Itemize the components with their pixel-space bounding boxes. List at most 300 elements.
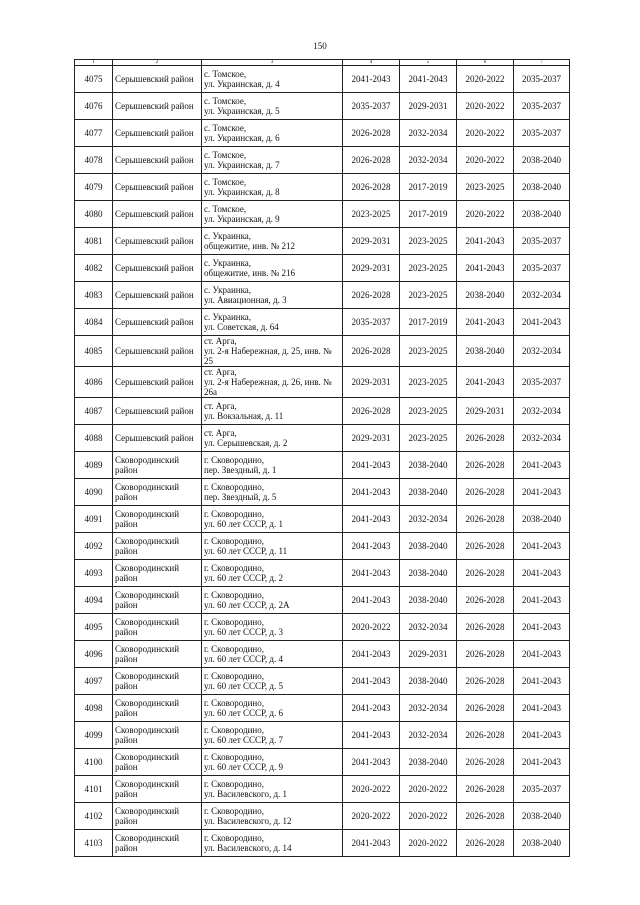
- period-col-7: 2041-2043: [514, 309, 570, 336]
- address: [202, 336, 343, 367]
- address-line: ул. 60 лет СССР, д. 4: [204, 654, 283, 664]
- table-row: [75, 776, 570, 803]
- period-col-4: 2026-2028: [343, 147, 400, 174]
- address-line: ул. 60 лет СССР, д. 2: [204, 573, 283, 583]
- address: [202, 174, 343, 201]
- period-col-7: 2041-2043: [514, 452, 570, 479]
- district-name: Серышевский район: [113, 228, 202, 255]
- housing-registry-table: [74, 59, 570, 857]
- address: [202, 367, 343, 398]
- address-line: ул. Василевского, д. 1: [204, 789, 288, 799]
- district-name: Серышевский район: [113, 93, 202, 120]
- period-col-5: 2032-2034: [400, 614, 457, 641]
- address-line: пер. Звездный, д. 5: [204, 492, 277, 502]
- address-line: г. Сковородино,: [204, 806, 264, 816]
- address-line: пер. Звездный, д. 1: [204, 465, 277, 475]
- period-col-7: 2032-2034: [514, 425, 570, 452]
- address-line: ул. Вокзальная, д. 11: [204, 411, 284, 421]
- period-col-6: 2023-2025: [457, 174, 514, 201]
- address-line: с. Томское,: [204, 177, 247, 187]
- period-col-4: 2029-2031: [343, 255, 400, 282]
- row-number: 4084: [75, 309, 113, 336]
- address-line: г. Сковородино,: [204, 617, 264, 627]
- period-col-4: 2041-2043: [343, 452, 400, 479]
- period-col-7: 2032-2034: [514, 282, 570, 309]
- period-col-4: 2026-2028: [343, 174, 400, 201]
- period-col-5: 2038-2040: [400, 749, 457, 776]
- period-col-7: 2035-2037: [514, 120, 570, 147]
- period-col-5: 2038-2040: [400, 668, 457, 695]
- district-name: Сковородинский район: [113, 641, 202, 668]
- period-col-6: 2026-2028: [457, 641, 514, 668]
- period-col-5: 2038-2040: [400, 560, 457, 587]
- period-col-4: 2041-2043: [343, 668, 400, 695]
- address-line: ул. 60 лет СССР, д. 5: [204, 681, 283, 691]
- period-col-6: 2020-2022: [457, 147, 514, 174]
- row-number: 4092: [75, 533, 113, 560]
- address-line: ул. Серышевская, д. 2: [204, 438, 288, 448]
- address-line: ст. Арга,: [204, 367, 237, 377]
- address: [202, 560, 343, 587]
- period-col-6: 2026-2028: [457, 803, 514, 830]
- table-row: [75, 282, 570, 309]
- period-col-5: 2023-2025: [400, 367, 457, 398]
- period-col-7: 2038-2040: [514, 201, 570, 228]
- period-col-6: 2026-2028: [457, 749, 514, 776]
- page-number: 150: [313, 41, 327, 51]
- address-line: г. Сковородино,: [204, 563, 264, 573]
- address: [202, 479, 343, 506]
- row-number: 4103: [75, 830, 113, 857]
- period-col-4: 2029-2031: [343, 425, 400, 452]
- period-col-7: 2038-2040: [514, 803, 570, 830]
- period-col-4: 2041-2043: [343, 641, 400, 668]
- period-col-4: 2026-2028: [343, 282, 400, 309]
- address-line: г. Сковородино,: [204, 644, 264, 654]
- address: [202, 668, 343, 695]
- table-row: [75, 560, 570, 587]
- district-name: Серышевский район: [113, 66, 202, 93]
- period-col-4: 2041-2043: [343, 695, 400, 722]
- row-number: 4097: [75, 668, 113, 695]
- period-col-7: 2035-2037: [514, 93, 570, 120]
- table-row: [75, 452, 570, 479]
- row-number: 4088: [75, 425, 113, 452]
- address: [202, 66, 343, 93]
- period-col-5: 2038-2040: [400, 452, 457, 479]
- row-number: 4101: [75, 776, 113, 803]
- period-col-6: 2020-2022: [457, 120, 514, 147]
- table-row: [75, 749, 570, 776]
- period-col-4: 2026-2028: [343, 120, 400, 147]
- period-col-7: 2035-2037: [514, 255, 570, 282]
- address: [202, 93, 343, 120]
- row-number: 4079: [75, 174, 113, 201]
- period-col-4: 2029-2031: [343, 228, 400, 255]
- district-name: Серышевский район: [113, 147, 202, 174]
- address-line: общежитие, инв. № 216: [204, 268, 296, 278]
- period-col-6: 2029-2031: [457, 398, 514, 425]
- period-col-5: 2017-2019: [400, 201, 457, 228]
- row-number: 4098: [75, 695, 113, 722]
- period-col-7: 2041-2043: [514, 587, 570, 614]
- district-name: Серышевский район: [113, 336, 202, 367]
- period-col-5: 2020-2022: [400, 830, 457, 857]
- table-row: [75, 830, 570, 857]
- period-col-7: 2035-2037: [514, 66, 570, 93]
- address-line: ул. Украинская, д. 8: [204, 187, 280, 197]
- address-line: г. Сковородино,: [204, 752, 264, 762]
- table-row: [75, 506, 570, 533]
- address: [202, 722, 343, 749]
- address: [202, 533, 343, 560]
- period-col-4: 2041-2043: [343, 830, 400, 857]
- period-col-7: 2038-2040: [514, 830, 570, 857]
- period-col-4: 2041-2043: [343, 506, 400, 533]
- district-name: Сковородинский район: [113, 479, 202, 506]
- row-number: 4102: [75, 803, 113, 830]
- period-col-5: 2023-2025: [400, 398, 457, 425]
- address: [202, 506, 343, 533]
- period-col-6: 2026-2028: [457, 560, 514, 587]
- table-row: [75, 425, 570, 452]
- row-number: 4077: [75, 120, 113, 147]
- address: [202, 398, 343, 425]
- period-col-7: 2038-2040: [514, 147, 570, 174]
- table-row: [75, 587, 570, 614]
- table-row: [75, 367, 570, 398]
- address-line: г. Сковородино,: [204, 509, 264, 519]
- row-number: 4099: [75, 722, 113, 749]
- table-row: [75, 398, 570, 425]
- address: [202, 425, 343, 452]
- address-line: ул. 60 лет СССР, д. 7: [204, 735, 283, 745]
- column-number: 4: [343, 60, 400, 66]
- period-col-5: 2038-2040: [400, 533, 457, 560]
- address: [202, 749, 343, 776]
- district-name: Сковородинский район: [113, 776, 202, 803]
- address-line: г. Сковородино,: [204, 482, 264, 492]
- address-line: г. Сковородино,: [204, 725, 264, 735]
- table-row: [75, 722, 570, 749]
- district-name: Сковородинский район: [113, 668, 202, 695]
- period-col-5: 2041-2043: [400, 66, 457, 93]
- district-name: Серышевский район: [113, 255, 202, 282]
- address-line: ул. 2-я Набережная, д. 25, инв. № 25: [204, 346, 332, 366]
- period-col-6: 2026-2028: [457, 479, 514, 506]
- period-col-5: 2038-2040: [400, 587, 457, 614]
- period-col-5: 2029-2031: [400, 641, 457, 668]
- row-number: 4094: [75, 587, 113, 614]
- period-col-7: 2035-2037: [514, 367, 570, 398]
- period-col-7: 2032-2034: [514, 398, 570, 425]
- address-line: г. Сковородино,: [204, 455, 264, 465]
- address-line: ул. Василевского, д. 12: [204, 816, 292, 826]
- period-col-5: 2023-2025: [400, 336, 457, 367]
- address-line: г. Сковородино,: [204, 590, 264, 600]
- period-col-7: 2035-2037: [514, 776, 570, 803]
- period-col-4: 2029-2031: [343, 367, 400, 398]
- address: [202, 201, 343, 228]
- period-col-6: 2041-2043: [457, 228, 514, 255]
- period-col-6: 2041-2043: [457, 309, 514, 336]
- table-row: [75, 147, 570, 174]
- address-line: ул. 60 лет СССР, д. 9: [204, 762, 283, 772]
- column-number: 1: [75, 60, 113, 66]
- period-col-4: 2041-2043: [343, 749, 400, 776]
- period-col-6: 2026-2028: [457, 506, 514, 533]
- district-name: Сковородинский район: [113, 452, 202, 479]
- period-col-7: 2038-2040: [514, 174, 570, 201]
- address: [202, 614, 343, 641]
- period-col-6: 2026-2028: [457, 425, 514, 452]
- district-name: Сковородинский район: [113, 533, 202, 560]
- period-col-5: 2023-2025: [400, 228, 457, 255]
- district-name: Серышевский район: [113, 398, 202, 425]
- period-col-5: 2032-2034: [400, 120, 457, 147]
- period-col-5: 2017-2019: [400, 174, 457, 201]
- address: [202, 120, 343, 147]
- district-name: Сковородинский район: [113, 614, 202, 641]
- table-row: [75, 66, 570, 93]
- district-name: Серышевский район: [113, 201, 202, 228]
- address-line: ст. Арга,: [204, 428, 237, 438]
- row-number: 4091: [75, 506, 113, 533]
- district-name: Сковородинский район: [113, 695, 202, 722]
- address: [202, 309, 343, 336]
- address-line: с. Томское,: [204, 69, 247, 79]
- address-line: ул. 60 лет СССР, д. 1: [204, 519, 283, 529]
- period-col-5: 2038-2040: [400, 479, 457, 506]
- period-col-4: 2041-2043: [343, 66, 400, 93]
- district-name: Сковородинский район: [113, 587, 202, 614]
- district-name: Сковородинский район: [113, 749, 202, 776]
- period-col-7: 2041-2043: [514, 668, 570, 695]
- period-col-4: 2035-2037: [343, 93, 400, 120]
- district-name: Сковородинский район: [113, 506, 202, 533]
- period-col-7: 2041-2043: [514, 614, 570, 641]
- period-col-6: 2026-2028: [457, 722, 514, 749]
- period-col-7: 2041-2043: [514, 533, 570, 560]
- period-col-5: 2023-2025: [400, 425, 457, 452]
- row-number: 4080: [75, 201, 113, 228]
- period-col-6: 2026-2028: [457, 533, 514, 560]
- period-col-5: 2032-2034: [400, 506, 457, 533]
- address-line: г. Сковородино,: [204, 833, 264, 843]
- table-row: [75, 695, 570, 722]
- address-line: ул. Василевского, д. 14: [204, 843, 292, 853]
- district-name: Сковородинский район: [113, 560, 202, 587]
- period-col-5: 2032-2034: [400, 695, 457, 722]
- address: [202, 830, 343, 857]
- period-col-6: 2041-2043: [457, 255, 514, 282]
- period-col-5: 2017-2019: [400, 309, 457, 336]
- period-col-5: 2029-2031: [400, 93, 457, 120]
- address: [202, 255, 343, 282]
- period-col-7: 2035-2037: [514, 228, 570, 255]
- table-row: [75, 228, 570, 255]
- period-col-7: 2032-2034: [514, 336, 570, 367]
- address-line: с. Томское,: [204, 204, 247, 214]
- period-col-7: 2041-2043: [514, 722, 570, 749]
- period-col-5: 2032-2034: [400, 147, 457, 174]
- district-name: Серышевский район: [113, 120, 202, 147]
- row-number: 4076: [75, 93, 113, 120]
- table-body: [75, 60, 570, 857]
- table-row: [75, 803, 570, 830]
- address-line: общежитие, инв. № 212: [204, 241, 296, 251]
- address: [202, 641, 343, 668]
- period-col-6: 2020-2022: [457, 93, 514, 120]
- address-line: с. Украинка,: [204, 285, 252, 295]
- address: [202, 282, 343, 309]
- period-col-4: 2026-2028: [343, 336, 400, 367]
- table-row: [75, 93, 570, 120]
- period-col-4: 2020-2022: [343, 803, 400, 830]
- row-number: 4093: [75, 560, 113, 587]
- period-col-4: 2041-2043: [343, 533, 400, 560]
- address-line: ул. Украинская, д. 9: [204, 214, 280, 224]
- period-col-4: 2041-2043: [343, 479, 400, 506]
- address-line: ул. 60 лет СССР, д. 3: [204, 627, 283, 637]
- district-name: Сковородинский район: [113, 722, 202, 749]
- column-number: 6: [457, 60, 514, 66]
- period-col-4: 2020-2022: [343, 776, 400, 803]
- row-number: 4085: [75, 336, 113, 367]
- period-col-6: 2026-2028: [457, 830, 514, 857]
- period-col-4: 2041-2043: [343, 560, 400, 587]
- address-line: ул. 60 лет СССР, д. 11: [204, 546, 288, 556]
- district-name: Сковородинский район: [113, 803, 202, 830]
- table-row: [75, 309, 570, 336]
- period-col-7: 2041-2043: [514, 749, 570, 776]
- address-line: г. Сковородино,: [204, 779, 264, 789]
- row-number: 4081: [75, 228, 113, 255]
- address-line: ул. 60 лет СССР, д. 6: [204, 708, 283, 718]
- row-number: 4100: [75, 749, 113, 776]
- address-line: с. Томское,: [204, 96, 247, 106]
- period-col-7: 2041-2043: [514, 641, 570, 668]
- period-col-4: 2035-2037: [343, 309, 400, 336]
- period-col-6: 2020-2022: [457, 66, 514, 93]
- period-col-6: 2041-2043: [457, 367, 514, 398]
- address-line: ст. Арга,: [204, 401, 237, 411]
- address-line: г. Сковородино,: [204, 536, 264, 546]
- period-col-5: 2023-2025: [400, 255, 457, 282]
- period-col-4: 2023-2025: [343, 201, 400, 228]
- address-line: г. Сковородино,: [204, 698, 264, 708]
- address-line: ул. Украинская, д. 6: [204, 133, 280, 143]
- address-line: с. Томское,: [204, 123, 247, 133]
- period-col-6: 2038-2040: [457, 282, 514, 309]
- table-row: [75, 201, 570, 228]
- column-number: 5: [400, 60, 457, 66]
- address-line: ст. Арга,: [204, 336, 237, 346]
- period-col-6: 2020-2022: [457, 201, 514, 228]
- address: [202, 452, 343, 479]
- table-row: [75, 255, 570, 282]
- address-line: ул. 60 лет СССР, д. 2А: [204, 600, 290, 610]
- address: [202, 695, 343, 722]
- row-number: 4096: [75, 641, 113, 668]
- table-row: [75, 120, 570, 147]
- period-col-6: 2026-2028: [457, 695, 514, 722]
- row-number: 4075: [75, 66, 113, 93]
- period-col-6: 2026-2028: [457, 452, 514, 479]
- period-col-7: 2041-2043: [514, 695, 570, 722]
- period-col-4: 2026-2028: [343, 398, 400, 425]
- table-row: [75, 336, 570, 367]
- address: [202, 147, 343, 174]
- row-number: 4095: [75, 614, 113, 641]
- table-row: [75, 668, 570, 695]
- period-col-5: 2020-2022: [400, 776, 457, 803]
- column-number: 3: [202, 60, 343, 66]
- address: [202, 776, 343, 803]
- district-name: Сковородинский район: [113, 830, 202, 857]
- column-number: 7: [514, 60, 570, 66]
- row-number: 4087: [75, 398, 113, 425]
- row-number: 4082: [75, 255, 113, 282]
- column-number: 2: [113, 60, 202, 66]
- period-col-7: 2041-2043: [514, 479, 570, 506]
- address-line: ул. Советская, д. 64: [204, 322, 279, 332]
- address-line: ул. Украинская, д. 4: [204, 79, 280, 89]
- district-name: Серышевский район: [113, 282, 202, 309]
- district-name: Серышевский район: [113, 425, 202, 452]
- period-col-5: 2032-2034: [400, 722, 457, 749]
- address: [202, 228, 343, 255]
- address-line: ул. Авиационная, д. 3: [204, 295, 287, 305]
- district-name: Серышевский район: [113, 174, 202, 201]
- address: [202, 803, 343, 830]
- row-number: 4078: [75, 147, 113, 174]
- period-col-7: 2038-2040: [514, 506, 570, 533]
- period-col-4: 2041-2043: [343, 587, 400, 614]
- address-line: ул. 2-я Набережная, д. 26, инв. № 26а: [204, 377, 332, 397]
- row-number: 4086: [75, 367, 113, 398]
- table-row: [75, 641, 570, 668]
- address-line: с. Томское,: [204, 150, 247, 160]
- period-col-6: 2038-2040: [457, 336, 514, 367]
- period-col-4: 2020-2022: [343, 614, 400, 641]
- period-col-4: 2041-2043: [343, 722, 400, 749]
- row-number: 4090: [75, 479, 113, 506]
- table-row: [75, 614, 570, 641]
- period-col-6: 2026-2028: [457, 776, 514, 803]
- period-col-6: 2026-2028: [457, 614, 514, 641]
- table-row: [75, 174, 570, 201]
- address-line: с. Украинка,: [204, 258, 252, 268]
- district-name: Серышевский район: [113, 367, 202, 398]
- period-col-5: 2020-2022: [400, 803, 457, 830]
- address-line: г. Сковородино,: [204, 671, 264, 681]
- address: [202, 587, 343, 614]
- period-col-5: 2023-2025: [400, 282, 457, 309]
- period-col-6: 2026-2028: [457, 668, 514, 695]
- row-number: 4089: [75, 452, 113, 479]
- row-number: 4083: [75, 282, 113, 309]
- address-line: с. Украинка,: [204, 312, 252, 322]
- address-line: ул. Украинская, д. 5: [204, 106, 280, 116]
- period-col-7: 2041-2043: [514, 560, 570, 587]
- table-row: [75, 479, 570, 506]
- address-line: ул. Украинская, д. 7: [204, 160, 280, 170]
- district-name: Серышевский район: [113, 309, 202, 336]
- address-line: с. Украинка,: [204, 231, 252, 241]
- table-row: [75, 533, 570, 560]
- period-col-6: 2026-2028: [457, 587, 514, 614]
